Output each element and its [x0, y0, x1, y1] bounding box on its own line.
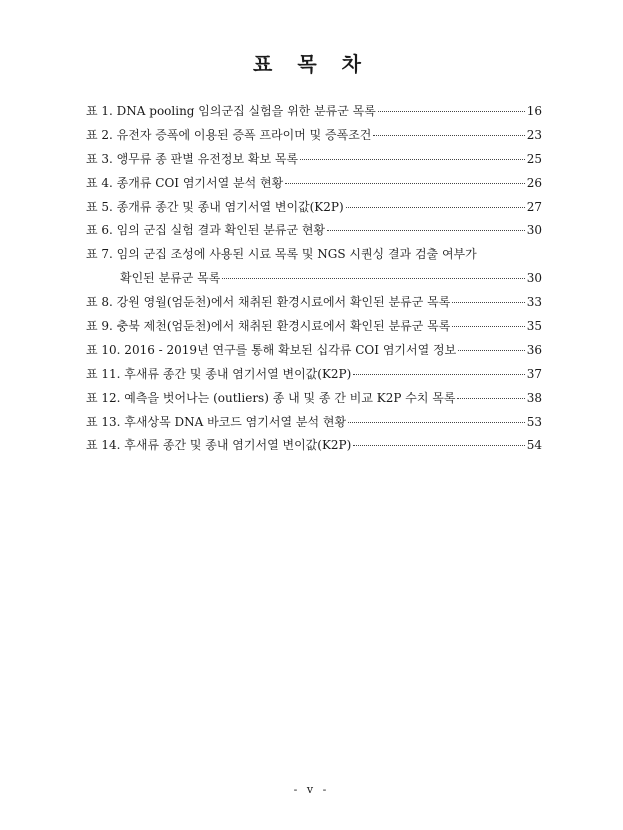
toc-entry-label: 표 3. 앵무류 종 판별 유전정보 확보 목록: [86, 151, 299, 166]
dot-leader: [285, 183, 525, 184]
toc-entry-label: 표 13. 후새상목 DNA 바코드 염기서열 분석 현황: [86, 414, 347, 429]
toc-entry-label: 표 9. 충북 제천(엄둔천)에서 채취된 환경시료에서 확인된 분류군 목록: [86, 319, 451, 334]
toc-entry-label: 표 10. 2016 - 2019년 연구를 통해 확보된 십각류 COI 염기서열 정보: [86, 342, 457, 357]
toc-entry-page: 16: [526, 104, 542, 118]
toc-entry-page: 54: [526, 438, 542, 453]
toc-entry-page: 27: [526, 199, 542, 214]
dot-leader: [452, 302, 524, 303]
toc-entry-label: 표 8. 강원 영월(엄둔천)에서 채취된 환경시료에서 확인된 분류군 목록: [86, 295, 451, 310]
page-number-footer: - v -: [293, 783, 330, 796]
dot-leader: [346, 207, 525, 208]
toc-entry-page: 36: [526, 342, 542, 357]
toc-entry-label: 표 5. 종개류 종간 및 종내 염기서열 변이값(K2P): [86, 199, 344, 214]
toc-entry-label: 표 11. 후새류 종간 및 종내 염기서열 변이값(K2P): [86, 366, 352, 381]
toc-entry-label: 표 6. 임의 군집 실험 결과 확인된 분류군 현황: [86, 223, 326, 238]
dot-leader: [327, 230, 525, 231]
toc-entry-page: 30: [526, 223, 542, 238]
dot-leader: [222, 278, 524, 279]
toc-entry-5[interactable]: [86, 196, 542, 220]
toc-entry-13[interactable]: [86, 411, 542, 435]
toc-entry-10[interactable]: [86, 339, 542, 363]
toc-entry-page: 26: [526, 175, 542, 190]
toc-entry-8[interactable]: [86, 291, 542, 315]
toc-entry-page: 53: [526, 414, 542, 429]
toc-entry-1[interactable]: [86, 100, 542, 124]
toc-entry-page: 38: [526, 390, 542, 405]
toc-entry-label: 표 14. 후새류 종간 및 종내 염기서열 변이값(K2P): [86, 438, 352, 453]
toc-entry-12[interactable]: [86, 387, 542, 411]
toc-entry-6[interactable]: [86, 219, 542, 243]
toc-entry-4[interactable]: [86, 172, 542, 196]
dot-leader: [353, 445, 524, 446]
dot-leader: [458, 350, 525, 351]
table-of-contents: [86, 100, 542, 458]
toc-entry-page: 25: [526, 151, 542, 166]
toc-entry-label: 표 2. 유전자 증폭에 이용된 증폭 프라이머 및 증폭조건: [86, 127, 372, 142]
toc-entry-label: 표 12. 예측을 벗어나는 (outliers) 종 내 및 종 간 비교 K2P 수치 목록: [86, 390, 456, 405]
dot-leader: [378, 111, 525, 112]
dot-leader: [300, 159, 525, 160]
dot-leader: [353, 374, 524, 375]
toc-entry-7-line2[interactable]: [86, 267, 542, 291]
toc-entry-label: 표 1. DNA pooling 임의군집 실험을 위한 분류군 목록: [86, 104, 376, 118]
toc-entry-page: 37: [526, 366, 542, 381]
toc-entry-page: 35: [526, 319, 542, 334]
toc-entry-2[interactable]: [86, 124, 542, 148]
toc-entry-label: 확인된 분류군 목록: [120, 271, 221, 286]
toc-entry-page: 33: [526, 295, 542, 310]
toc-entry-page: 30: [526, 271, 542, 286]
toc-entry-label: 표 7. 임의 군집 조성에 사용된 시료 목록 및 NGS 시퀀싱 결과 검출 여부가: [86, 247, 477, 262]
toc-entry-14[interactable]: [86, 434, 542, 458]
toc-entry-11[interactable]: [86, 363, 542, 387]
dot-leader: [373, 135, 524, 136]
dot-leader: [452, 326, 524, 327]
page-title: 표 목 차: [253, 52, 370, 76]
toc-entry-9[interactable]: [86, 315, 542, 339]
toc-entry-7-line1[interactable]: [86, 243, 542, 267]
toc-entry-3[interactable]: [86, 148, 542, 172]
toc-entry-page: 23: [526, 127, 542, 142]
dot-leader: [457, 398, 524, 399]
toc-entry-label: 표 4. 종개류 COI 염기서열 분석 현황: [86, 175, 284, 190]
dot-leader: [348, 422, 525, 423]
